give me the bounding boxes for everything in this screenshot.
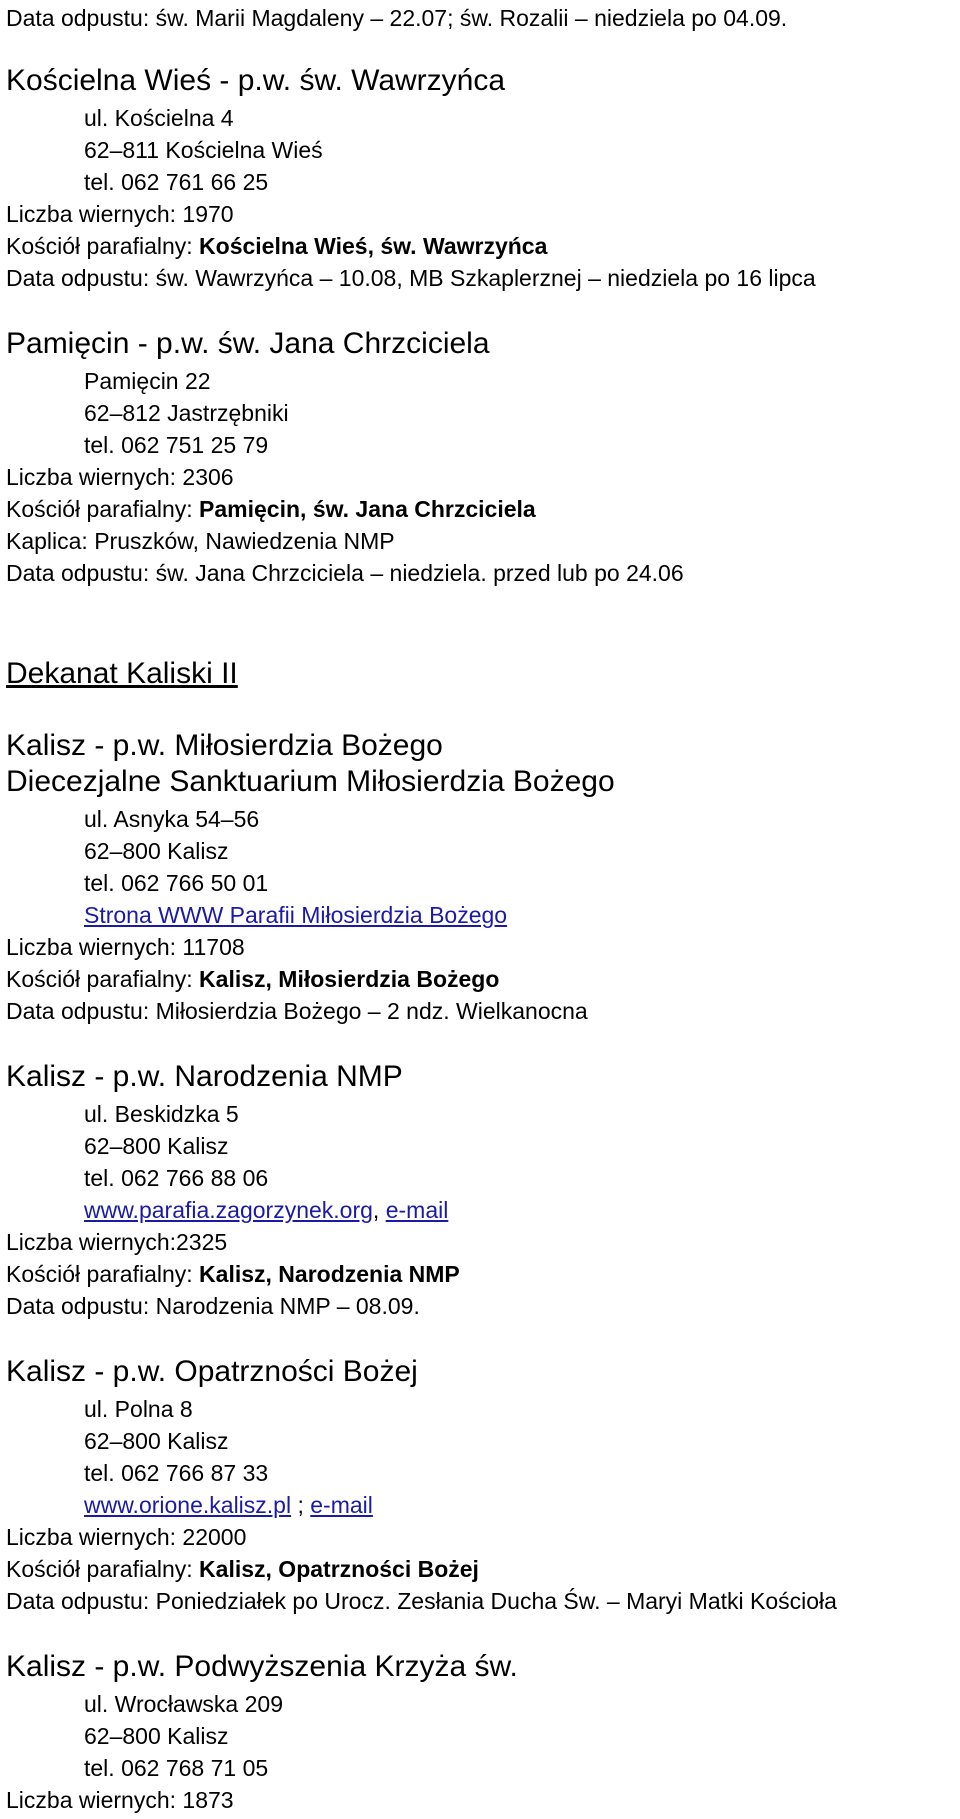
- parish-heading-opatrznosci: Kalisz - p.w. Opatrzności Bożej: [6, 1355, 418, 1388]
- church-label: Kościół parafialny:: [6, 496, 200, 522]
- church-name: Kościelna Wieś, św. Wawrzyńca: [199, 233, 548, 259]
- parish-heading-koscielna-wies: Kościelna Wieś - p.w. św. Wawrzyńca: [6, 64, 506, 97]
- parish-street: ul. Beskidzka 5: [84, 1101, 239, 1127]
- church-label: Kościół parafialny:: [6, 966, 200, 992]
- parish-faithful-count: Liczba wiernych: 1970: [6, 201, 234, 227]
- parish-email-link[interactable]: e-mail: [310, 1492, 373, 1518]
- sanctuary-subheading: Diecezjalne Sanktuarium Miłosierdzia Bożego: [6, 765, 615, 798]
- parish-church: [6, 232, 547, 260]
- parish-heading-milosierdzia: Kalisz - p.w. Miłosierdzia Bożego: [6, 729, 443, 762]
- parish-links-line: [84, 1196, 448, 1224]
- parish-phone: tel. 062 766 88 06: [84, 1165, 269, 1191]
- parish-heading-podwyzszenia: Kalisz - p.w. Podwyższenia Krzyża św.: [6, 1650, 518, 1683]
- parish-website-link[interactable]: www.orione.kalisz.pl: [84, 1492, 292, 1518]
- parish-postal: 62–811 Kościelna Wieś: [84, 137, 323, 163]
- parish-email-link[interactable]: e-mail: [385, 1197, 449, 1223]
- parish-postal: 62–812 Jastrzębniki: [84, 400, 289, 426]
- parish-website-link[interactable]: www.parafia.zagorzynek.org: [84, 1197, 373, 1223]
- parish-street: Pamięcin 22: [84, 368, 211, 394]
- parish-street: ul. Wrocławska 209: [84, 1691, 283, 1717]
- parish-church: [6, 495, 536, 523]
- parish-website-line: [84, 901, 507, 929]
- parish-phone: tel. 062 766 50 01: [84, 870, 269, 896]
- previous-parish-feast: Data odpustu: św. Marii Magdaleny – 22.07; św. Rozalii – niedziela po 04.09.: [6, 5, 788, 31]
- parish-heading-narodzenia: Kalisz - p.w. Narodzenia NMP: [6, 1060, 403, 1093]
- parish-feast: Data odpustu: Miłosierdzia Bożego – 2 ndz. Wielkanocna: [6, 998, 588, 1024]
- link-separator: ,: [372, 1197, 386, 1223]
- parish-heading-pamiecin: Pamięcin - p.w. św. Jana Chrzciciela: [6, 327, 490, 360]
- church-name: Kalisz, Opatrzności Bożej: [199, 1556, 479, 1582]
- parish-feast: Data odpustu: Narodzenia NMP – 08.09.: [6, 1293, 420, 1319]
- parish-church: [6, 965, 499, 993]
- parish-phone: tel. 062 768 71 05: [84, 1755, 269, 1781]
- parish-church: [6, 1555, 479, 1583]
- parish-feast: Data odpustu: św. Wawrzyńca – 10.08, MB Szkaplerznej – niedziela po 16 lipca: [6, 265, 816, 291]
- church-name: Kalisz, Narodzenia NMP: [199, 1261, 460, 1287]
- parish-faithful-count: Liczba wiernych: 1873: [6, 1787, 234, 1813]
- parish-church: [6, 1260, 460, 1288]
- parish-postal: 62–800 Kalisz: [84, 1133, 229, 1159]
- parish-postal: 62–800 Kalisz: [84, 1723, 229, 1749]
- parish-faithful-count: Liczba wiernych: 22000: [6, 1524, 247, 1550]
- church-label: Kościół parafialny:: [6, 1261, 200, 1287]
- parish-faithful-count: Liczba wiernych:2325: [6, 1229, 228, 1255]
- church-label: Kościół parafialny:: [6, 233, 200, 259]
- parish-phone: tel. 062 761 66 25: [84, 169, 269, 195]
- parish-phone: tel. 062 766 87 33: [84, 1460, 269, 1486]
- deanery-title: Dekanat Kaliski II: [6, 657, 238, 690]
- parish-street: ul. Kościelna 4: [84, 105, 234, 131]
- link-separator: ;: [291, 1492, 311, 1518]
- parish-street: ul. Asnyka 54–56: [84, 806, 260, 832]
- parish-feast: Data odpustu: św. Jana Chrzciciela – niedziela. przed lub po 24.06: [6, 560, 684, 586]
- parish-chapel: Kaplica: Pruszków, Nawiedzenia NMP: [6, 528, 395, 554]
- parish-street: ul. Polna 8: [84, 1396, 193, 1422]
- parish-postal: 62–800 Kalisz: [84, 838, 229, 864]
- parish-faithful-count: Liczba wiernych: 2306: [6, 464, 234, 490]
- parish-postal: 62–800 Kalisz: [84, 1428, 229, 1454]
- parish-phone: tel. 062 751 25 79: [84, 432, 269, 458]
- parish-feast: Data odpustu: Poniedziałek po Urocz. Zesłania Ducha Św. – Maryi Matki Kościoła: [6, 1588, 837, 1614]
- church-name: Kalisz, Miłosierdzia Bożego: [199, 966, 500, 992]
- parish-faithful-count: Liczba wiernych: 11708: [6, 934, 245, 960]
- parish-links-line: [84, 1491, 373, 1519]
- church-name: Pamięcin, św. Jana Chrzciciela: [199, 496, 536, 522]
- parish-website-link[interactable]: Strona WWW Parafii Miłosierdzia Bożego: [84, 902, 508, 928]
- church-label: Kościół parafialny:: [6, 1556, 200, 1582]
